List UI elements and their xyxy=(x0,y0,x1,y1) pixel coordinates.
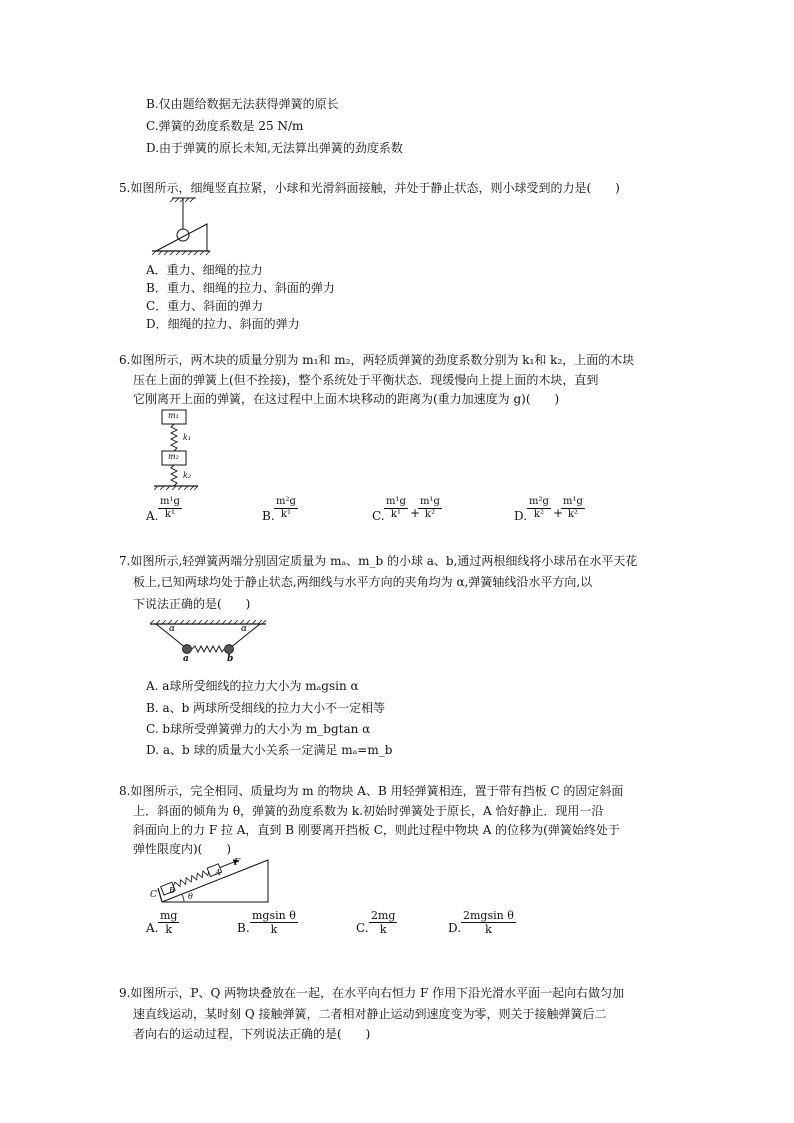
q8-stem-line2: 上．斜面的倾角为 θ，弹簧的劲度系数为 k.初始时弹簧处于原长，A 恰好静止．现用一沿 xyxy=(133,804,604,818)
q7-option-d: D. a、b 球的质量大小关系一定满足 mₐ=m_b xyxy=(146,743,393,757)
q8-fig-f-label: F xyxy=(234,858,241,868)
q7-stem-line3: 下说法正确的是( ) xyxy=(133,597,251,611)
q6-fig-m2-label: m₂ xyxy=(168,452,179,461)
q8-fig-a-label: A xyxy=(215,868,221,877)
q9-stem-line1: 9.如图所示，P、Q 两物块叠放在一起，在水平向右恒力 F 作用下沿光滑水平面一起向右做匀加 xyxy=(119,986,625,1000)
q8-stem-line4: 弹性限度内)( ) xyxy=(133,842,232,856)
q6-option-d-fraction1 xyxy=(527,496,551,521)
q4-option-b: B.仅由题给数据无法获得弹簧的原长 xyxy=(146,97,339,111)
q6-option-b-label: B. xyxy=(262,509,275,523)
q8-d-numerator: 2mgsin θ xyxy=(463,909,514,922)
q7-fig-alpha-left: α xyxy=(169,624,176,634)
q7-stem-line1: 7.如图所示,轻弹簧两端分别固定质量为 mₐ、m_b 的小球 a、b,通过两根细线将小球吊在水平天花 xyxy=(119,554,638,568)
q6-fig-k2-label: k₂ xyxy=(183,471,192,480)
q6-b-denominator: k¹ xyxy=(280,509,291,520)
q4-option-c: C.弹簧的劲度系数是 25 N/m xyxy=(146,119,304,133)
q8-c-numerator: 2mg xyxy=(371,909,396,922)
q8-option-d-fraction xyxy=(461,909,516,936)
q7-fig-alpha-right: α xyxy=(241,624,248,634)
q5-option-c: C．重力、斜面的弹力 xyxy=(146,299,264,313)
q8-stem-line1: 8.如图所示，完全相同、质量均为 m 的物块 A、B 用轻弹簧相连，置于带有挡板 C 的固定斜面 xyxy=(119,784,624,798)
q8-a-denominator: k xyxy=(165,923,173,936)
q6-option-c-label: C. xyxy=(372,509,385,523)
q6-option-a-fraction xyxy=(158,496,182,521)
q6-option-a-label: A. xyxy=(146,509,159,523)
q8-option-b-fraction xyxy=(250,909,298,936)
q5-option-a: A．重力、细绳的拉力 xyxy=(146,263,263,277)
q8-option-a-fraction xyxy=(158,909,179,936)
q6-stem-line2: 压在上面的弹簧上(但不拴接)，整个系统处于平衡状态．现缓慢向上提上面的木块，直到 xyxy=(133,373,599,387)
q7-option-b: B. a、b 两球所受细线的拉力大小不一定相等 xyxy=(146,701,386,715)
q6-stem-line1: 6.如图所示，两木块的质量分别为 m₁和 m₂，两轻质弹簧的劲度系数分别为 k₁和 k₂，上面的木块 xyxy=(119,353,635,367)
q6-c-numerator1: m¹g xyxy=(386,496,406,507)
q6-c-denominator1: k¹ xyxy=(390,509,401,520)
q9-stem-line3: 者向右的运动过程，下列说法正确的是( ) xyxy=(133,1027,371,1041)
q8-option-c-fraction xyxy=(369,909,397,936)
q8-option-c-label: C. xyxy=(356,921,369,935)
q9-stem-line2: 速直线运动，某时刻 Q 接触弹簧，二者相对静止运动到速度变为零，则关于接触弹簧后二 xyxy=(133,1007,607,1021)
q6-a-numerator: m¹g xyxy=(160,496,180,507)
q7-fig-b-label: b xyxy=(227,654,234,664)
q6-stem-line3: 它刚离开上面的弹簧，在这过程中上面木块移动的距离为(重力加速度为 g)( ) xyxy=(133,392,560,406)
q6-d-numerator1: m²g xyxy=(529,496,549,507)
q6-d-numerator2: m¹g xyxy=(563,496,583,507)
q6-c-numerator2: m¹g xyxy=(420,496,440,507)
q8-incline-spring-figure xyxy=(148,856,272,906)
q6-d-denominator2: k² xyxy=(567,509,578,520)
q8-option-a-label: A. xyxy=(146,921,159,935)
q6-fig-k1-label: k₁ xyxy=(183,433,192,442)
q6-spring-blocks-figure xyxy=(152,408,202,492)
q8-b-denominator: k xyxy=(270,923,278,936)
q8-c-denominator: k xyxy=(379,923,387,936)
q4-option-d: D.由于弹簧的原长未知,无法算出弹簧的劲度系数 xyxy=(146,141,403,155)
q7-two-balls-spring-figure xyxy=(148,618,268,666)
q6-d-plus: + xyxy=(553,506,564,520)
q8-b-numerator: mgsin θ xyxy=(252,909,296,922)
q5-option-d: D．细绳的拉力、斜面的弹力 xyxy=(146,317,300,331)
q8-stem-line3: 斜面向上的力 F 拉 A，直到 B 刚要离开挡板 C，则此过程中物块 A 的位移为(弹簧始终处于 xyxy=(133,823,620,837)
q6-option-d-fraction2 xyxy=(561,496,585,521)
q6-fig-m1-label: m₁ xyxy=(168,411,179,420)
q8-fig-c-label: C xyxy=(150,890,157,900)
q7-fig-a-label: a xyxy=(183,654,189,664)
q5-option-b: B．重力、细绳的拉力、斜面的弹力 xyxy=(146,281,335,295)
q6-c-denominator2: k² xyxy=(424,509,435,520)
q8-a-numerator: mg xyxy=(160,909,178,922)
q6-option-c-fraction2 xyxy=(418,496,442,521)
q8-option-b-label: B. xyxy=(237,921,250,935)
q6-option-d-label: D. xyxy=(514,509,528,523)
q6-c-plus: + xyxy=(410,506,421,520)
q6-d-denominator1: k² xyxy=(533,509,544,520)
q6-option-c-fraction1 xyxy=(384,496,408,521)
q7-option-c: C. b球所受弹簧弹力的大小为 m_bgtan α xyxy=(146,722,371,736)
q7-stem-line2: 板上,已知两球均处于静止状态,两细线与水平方向的夹角均为 α,弹簧轴线沿水平方向,以 xyxy=(133,575,593,589)
q8-fig-b-label: B xyxy=(169,886,175,895)
q8-fig-theta-label: θ xyxy=(188,892,193,901)
q8-option-d-label: D. xyxy=(448,921,462,935)
q6-option-b-fraction xyxy=(274,496,298,521)
q8-d-denominator: k xyxy=(485,923,492,936)
q5-ball-incline-figure xyxy=(150,196,212,256)
q6-b-numerator: m²g xyxy=(276,496,296,507)
q6-a-denominator: k¹ xyxy=(164,509,175,520)
q7-option-a: A. a球所受细线的拉力大小为 mₐgsin α xyxy=(146,679,359,693)
q5-stem: 5.如图所示，细绳竖直拉紧，小球和光滑斜面接触，并处于静止状态，则小球受到的力是( ) xyxy=(119,181,620,195)
